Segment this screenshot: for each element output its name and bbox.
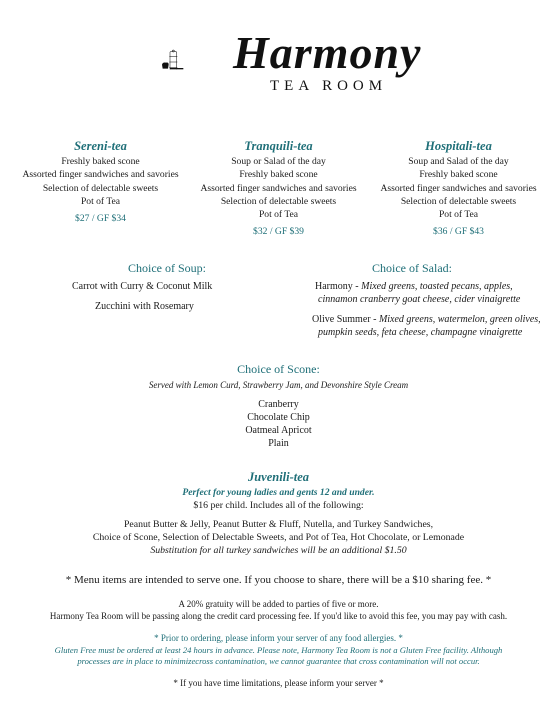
scone-item: Plain: [268, 438, 289, 449]
scone-item: Cranberry: [258, 399, 299, 410]
salad-heading: Choice of Salad:: [372, 261, 452, 275]
tea-line: Pot of Tea: [258, 209, 299, 221]
gluten-free-note: processes are in place to minimizecross contamination, we cannot guarantee that cross contamination will not occur.: [77, 656, 480, 666]
tea-line: Selection of delectable sweets: [42, 182, 159, 194]
tea-line: Selection of delectable sweets: [400, 195, 517, 207]
salad-desc: cinnamon cranberry goat cheese, cider vinaigrette: [318, 294, 521, 305]
brand-subtitle: TEA ROOM: [270, 78, 388, 94]
salad-desc: Mixed greens, watermelon, green olives,: [378, 314, 541, 325]
tea-stand-logo-icon: [160, 26, 240, 96]
brand-name: Harmony: [233, 27, 422, 78]
tea-line: Freshly baked scone: [61, 156, 140, 168]
tea-title: Sereni-tea: [74, 139, 127, 153]
salad-desc: Mixed greens, toasted pecans, apples,: [361, 281, 513, 292]
salad-item-harmony: [315, 280, 513, 293]
scone-heading: Choice of Scone:: [237, 362, 320, 376]
allergy-note: * Prior to ordering, please inform your server of any food allergies. *: [154, 633, 403, 643]
tea-price: $27 / GF $34: [75, 213, 126, 225]
tea-line: Freshly baked scone: [419, 169, 498, 181]
salad-desc: pumpkin seeds, feta cheese, champagne vinaigrette: [318, 327, 523, 338]
tea-line: Assorted finger sandwiches and savories: [22, 169, 179, 181]
juvenili-subtitle: Perfect for young ladies and gents 12 and under.: [182, 487, 375, 498]
tea-line: Freshly baked scone: [239, 169, 318, 181]
juvenili-title: Juvenili-tea: [247, 470, 310, 484]
tea-line: Pot of Tea: [80, 195, 121, 207]
scone-item: Oatmeal Apricot: [245, 425, 312, 436]
tea-line: Assorted finger sandwiches and savories: [200, 182, 357, 194]
soup-item: Zucchini with Rosemary: [95, 301, 194, 312]
sharing-fee-note: * Menu items are intended to serve one. If you choose to share, there will be a $10 sharing fee. *: [65, 574, 492, 586]
gluten-free-note: Gluten Free must be ordered at least 24 hours in advance. Please note, Harmony Tea Room is not a Gluten Free facility. Although: [54, 645, 503, 655]
salad-name: Olive Summer -: [312, 314, 379, 325]
tea-line: Soup and Salad of the day: [408, 156, 509, 168]
salad-name: Harmony -: [315, 281, 362, 292]
scone-item: Chocolate Chip: [247, 412, 310, 423]
salad-item-olive: [312, 313, 541, 326]
scone-list: [0, 398, 557, 450]
tea-title: Tranquili-tea: [244, 139, 313, 153]
soup-heading: Choice of Soup:: [128, 261, 206, 275]
juvenili-substitution: Substitution for all turkey sandwiches will be an additional $1.50: [150, 545, 407, 556]
juvenili-line: Choice of Scone, Selection of Delectable Sweets, and Pot of Tea, Hot Chocolate, or Lemonade: [92, 532, 465, 543]
tea-line: Soup or Salad of the day: [231, 156, 326, 168]
tea-title: Hospitali-tea: [425, 139, 492, 153]
tea-tranquili: [186, 140, 371, 238]
tea-price: $36 / GF $43: [433, 226, 484, 238]
gratuity-note: A 20% gratuity will be added to parties of five or more.: [178, 599, 379, 609]
tea-line: Pot of Tea: [438, 209, 479, 221]
tea-line: Assorted finger sandwiches and savories: [380, 182, 537, 194]
juvenili-price: $16 per child. Includes all of the following:: [193, 500, 364, 511]
tea-hospitali: [366, 140, 551, 238]
juvenili-line: Peanut Butter & Jelly, Peanut Butter & Fluff, Nutella, and Turkey Sandwiches,: [123, 519, 434, 530]
card-fee-note: Harmony Tea Room will be passing along the credit card processing fee. If you'd like to avoid this fee, you may pay with cash.: [49, 611, 508, 621]
tea-line: Selection of delectable sweets: [220, 195, 337, 207]
tea-price: $32 / GF $39: [253, 226, 304, 238]
scone-note: Served with Lemon Curd, Strawberry Jam, and Devonshire Style Cream: [148, 380, 409, 390]
soup-item: Carrot with Curry & Coconut Milk: [72, 281, 213, 292]
tea-sereni: [8, 140, 193, 225]
time-limit-note: * If you have time limitations, please inform your server *: [173, 678, 384, 688]
